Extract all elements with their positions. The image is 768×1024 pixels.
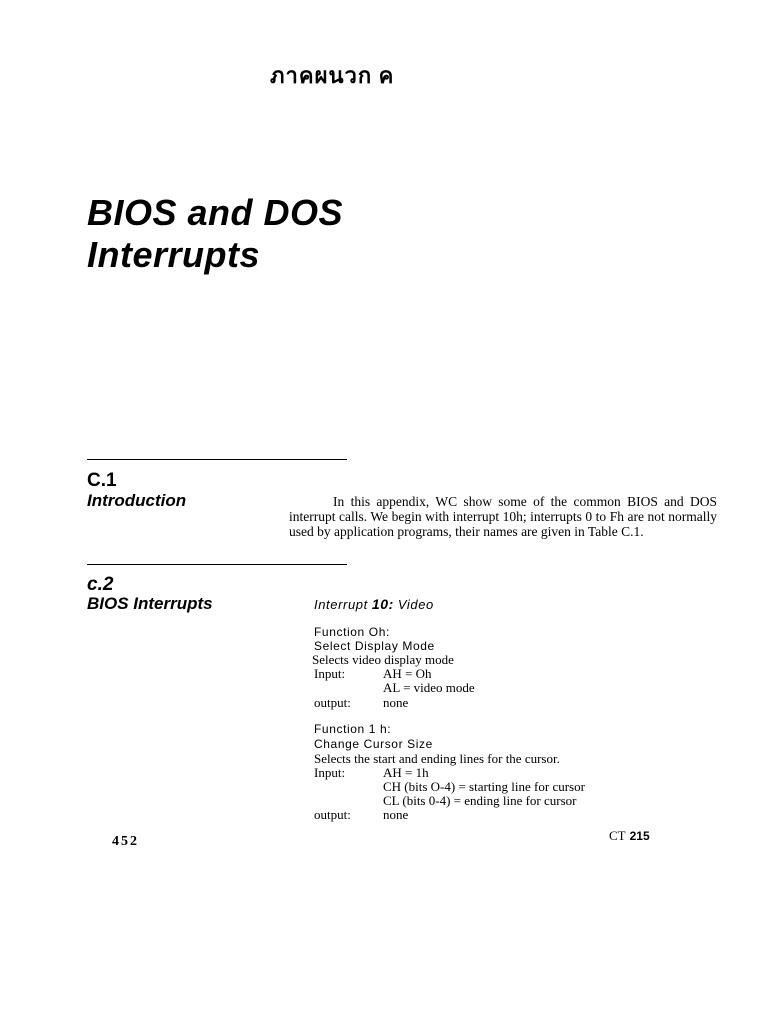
intro-text: In this appendix, WC show some of the common BIOS and DOS interrupt calls. We begin with interrupt 10h; interrupts 0 to Fh are not normally used by application programs, their names are given in Table C.1. <box>289 494 717 539</box>
section-divider <box>87 459 347 460</box>
interrupt-name: Video <box>397 597 434 612</box>
intro-paragraph <box>289 494 717 539</box>
row-label: output: <box>314 695 351 710</box>
function-description: Selects video display mode <box>312 652 454 667</box>
row-value: none <box>383 807 409 822</box>
page-number: 452 <box>112 834 139 849</box>
row-value: AL = video mode <box>383 680 475 695</box>
course-code-prefix: CT <box>609 828 626 843</box>
course-code-number: 215 <box>629 829 650 843</box>
chapter-title-line1: BIOS and DOS <box>87 192 344 233</box>
row-value: CH (bits O-4) = starting line for cursor <box>383 779 585 794</box>
appendix-header: ภาคผนวก ค <box>270 63 395 88</box>
row-value: none <box>383 695 409 710</box>
function-label: Function Oh: <box>314 625 390 639</box>
function-label: Function 1 h: <box>314 722 392 736</box>
function-name: Select Display Mode <box>314 639 435 653</box>
row-label: Input: <box>314 765 346 780</box>
function-description: Selects the start and ending lines for the cursor. <box>314 751 560 766</box>
interrupt-prefix: Interrupt <box>314 597 368 612</box>
row-label: output: <box>314 807 351 822</box>
row-value: AH = 1h <box>383 765 429 780</box>
row-value: AH = Oh <box>383 666 432 681</box>
section-title: Introduction <box>87 491 187 510</box>
row-value: CL (bits 0-4) = ending line for cursor <box>383 793 577 808</box>
row-label: Input: <box>314 666 346 681</box>
section-number: c.2 <box>87 574 114 595</box>
function-name: Change Cursor Size <box>314 737 433 751</box>
interrupt-number: 10: <box>371 596 394 612</box>
course-code <box>609 828 650 844</box>
interrupt-heading <box>314 596 434 612</box>
chapter-title <box>87 192 343 276</box>
section-divider <box>87 564 347 565</box>
section-number: C.1 <box>87 470 117 491</box>
chapter-title-line2: Interrupts <box>87 234 261 275</box>
section-title: BIOS Interrupts <box>87 594 213 613</box>
